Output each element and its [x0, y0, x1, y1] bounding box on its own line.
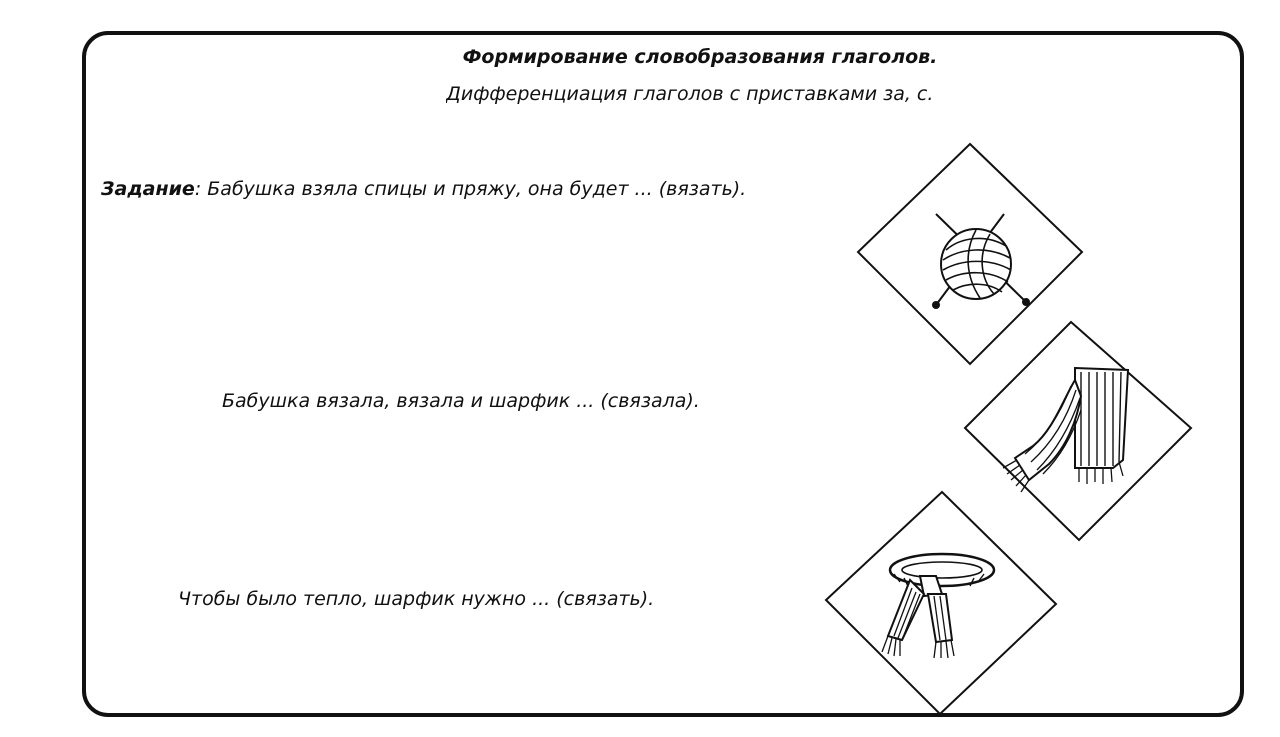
worksheet-subtitle: Дифференциация глаголов с приставками за, с.	[446, 83, 934, 105]
task-label: Задание	[101, 178, 195, 200]
tied-scarf-icon	[824, 490, 1058, 716]
worksheet-title: Формирование словобразования глаголов.	[462, 46, 938, 68]
sentence-1-text: Бабушка взяла спицы и пряжу, она будет ... (вязать).	[207, 178, 747, 200]
task-sentence-2: Бабушка вязала, вязала и шарфик ... (связала).	[222, 390, 700, 412]
task-separator: :	[194, 178, 202, 200]
task-sentence-3: Чтобы было тепло, шарфик нужно ... (связать).	[178, 588, 655, 610]
task-sentence-1	[101, 178, 746, 200]
